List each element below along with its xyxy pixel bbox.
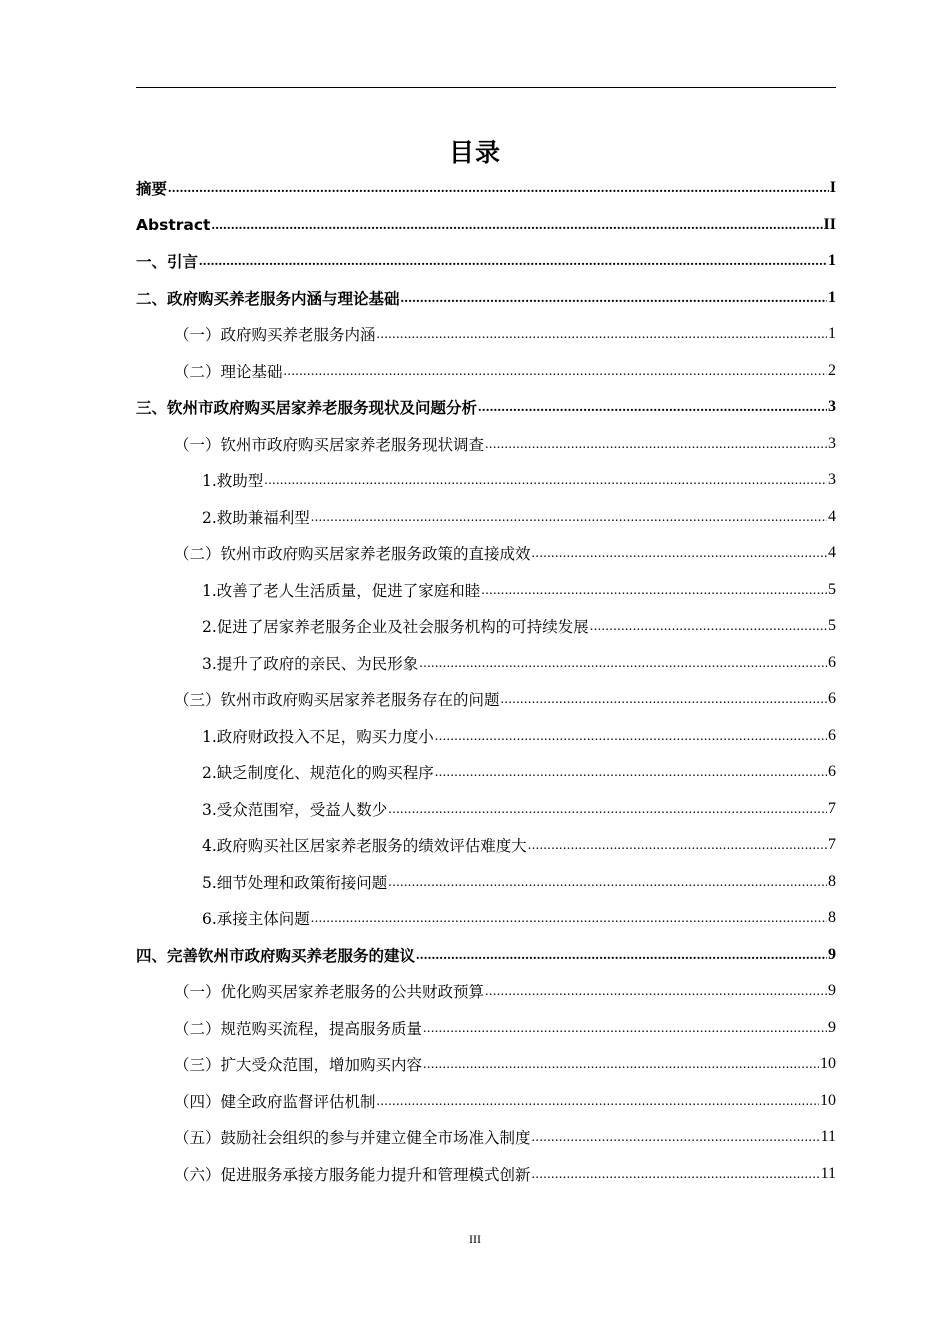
toc-entry-label: （一）政府购买养老服务内涵	[174, 326, 376, 345]
toc-dot-leader	[532, 544, 827, 564]
toc-entry[interactable]	[136, 1156, 836, 1193]
toc-entry-page-number: 4	[828, 544, 836, 562]
toc-entry-page-number: 10	[820, 1091, 836, 1109]
toc-dot-leader	[532, 1128, 820, 1148]
toc-entry-page-number: 6	[828, 690, 836, 708]
toc-entry-label: 3.受众范围窄，受益人数少	[202, 800, 388, 819]
toc-entry-label: Abstract	[136, 215, 211, 234]
toc-dot-leader	[478, 398, 827, 418]
toc-entry-page-number: 10	[820, 1055, 836, 1073]
toc-dot-leader	[388, 800, 827, 820]
toc-dot-leader	[284, 362, 827, 382]
toc-dot-leader	[264, 471, 827, 491]
toc-entry[interactable]	[136, 353, 836, 390]
toc-entry-label: 3.提升了政府的亲民、为民形象	[202, 654, 419, 673]
toc-entry[interactable]	[136, 645, 836, 682]
toc-entry[interactable]	[136, 1083, 836, 1120]
toc-dot-leader	[168, 179, 829, 199]
toc-entry-label: 1.救助型	[202, 472, 264, 491]
toc-entry-label: 6.承接主体问题	[202, 910, 310, 929]
toc-dot-leader	[416, 946, 827, 966]
toc-dot-leader	[501, 690, 827, 710]
toc-entry-page-number: 2	[828, 361, 836, 379]
toc-dot-leader	[481, 581, 827, 601]
toc-entry-label: （五）鼓励社会组织的参与并建立健全市场准入制度	[174, 1129, 531, 1148]
toc-entry-page-number: 5	[828, 617, 836, 635]
toc-entry-page-number: 9	[828, 945, 836, 963]
toc-entry-page-number: 9	[828, 982, 836, 1000]
toc-entry-label: 1.政府财政投入不足，购买力度小	[202, 727, 434, 746]
toc-entry[interactable]	[136, 1010, 836, 1047]
toc-dot-leader	[435, 763, 827, 783]
toc-entry-label: 四、完善钦州市政府购买养老服务的建议	[136, 946, 416, 965]
toc-entry[interactable]	[136, 426, 836, 463]
toc-dot-leader	[435, 727, 827, 747]
toc-entry[interactable]	[136, 791, 836, 828]
toc-entry-label: 2.促进了居家养老服务企业及社会服务机构的可持续发展	[202, 618, 589, 637]
toc-entry-label: （六）促进服务承接方服务能力提升和管理模式创新	[174, 1165, 531, 1184]
toc-entry-page-number: 1	[828, 288, 836, 306]
toc-dot-leader	[590, 617, 827, 637]
toc-entry[interactable]	[136, 280, 836, 317]
toc-entry-page-number: 8	[828, 872, 836, 890]
table-of-contents	[136, 170, 836, 1192]
toc-entry-page-number: I	[829, 179, 836, 197]
toc-entry-label: （四）健全政府监督评估机制	[174, 1092, 376, 1111]
toc-entry-label: 二、政府购买养老服务内涵与理论基础	[136, 289, 400, 308]
toc-entry-page-number: 9	[828, 1018, 836, 1036]
toc-dot-leader	[311, 508, 827, 528]
toc-entry[interactable]	[136, 170, 836, 207]
toc-entry-page-number: 4	[828, 507, 836, 525]
toc-entry[interactable]	[136, 937, 836, 974]
toc-dot-leader	[211, 216, 822, 236]
toc-entry-label: 一、引言	[136, 253, 199, 272]
toc-dot-leader	[199, 252, 827, 272]
toc-entry[interactable]	[136, 316, 836, 353]
toc-entry-label: 5.细节处理和政策衔接问题	[202, 873, 388, 892]
toc-entry-page-number: II	[823, 215, 836, 233]
toc-dot-leader	[423, 1055, 819, 1075]
toc-entry-label: （三）钦州市政府购买居家养老服务存在的问题	[174, 691, 500, 710]
toc-entry[interactable]	[136, 864, 836, 901]
toc-dot-leader	[423, 1019, 827, 1039]
toc-dot-leader	[401, 289, 827, 309]
toc-entry-page-number: 1	[828, 325, 836, 343]
toc-entry[interactable]	[136, 572, 836, 609]
toc-entry-page-number: 7	[828, 836, 836, 854]
toc-entry-page-number: 5	[828, 580, 836, 598]
toc-entry[interactable]	[136, 535, 836, 572]
toc-dot-leader	[528, 836, 827, 856]
toc-entry[interactable]	[136, 207, 836, 244]
toc-entry-label: （一）钦州市政府购买居家养老服务现状调查	[174, 435, 485, 454]
toc-entry[interactable]	[136, 900, 836, 937]
toc-dot-leader	[377, 325, 827, 345]
toc-entry-label: 2.缺乏制度化、规范化的购买程序	[202, 764, 434, 783]
toc-entry-page-number: 3	[828, 471, 836, 489]
toc-entry-page-number: 11	[820, 1128, 836, 1146]
toc-dot-leader	[388, 873, 827, 893]
toc-entry-page-number: 6	[828, 763, 836, 781]
toc-entry-label: 4.政府购买社区居家养老服务的绩效评估难度大	[202, 837, 527, 856]
toc-entry[interactable]	[136, 608, 836, 645]
toc-dot-leader	[485, 435, 827, 455]
toc-title: 目录	[448, 138, 501, 167]
toc-entry[interactable]	[136, 718, 836, 755]
toc-entry-page-number: 11	[820, 1164, 836, 1182]
toc-entry[interactable]	[136, 827, 836, 864]
toc-entry[interactable]	[136, 1119, 836, 1156]
toc-entry[interactable]	[136, 243, 836, 280]
toc-entry-label: 1.改善了老人生活质量，促进了家庭和睦	[202, 581, 481, 600]
toc-entry[interactable]	[136, 681, 836, 718]
footer-page-number: III	[469, 1232, 481, 1246]
toc-entry-page-number: 3	[828, 398, 836, 416]
toc-entry-page-number: 3	[828, 434, 836, 452]
toc-entry[interactable]	[136, 754, 836, 791]
toc-dot-leader	[377, 1092, 819, 1112]
toc-dot-leader	[485, 982, 827, 1002]
toc-entry-label: （三）扩大受众范围，增加购买内容	[174, 1056, 423, 1075]
toc-dot-leader	[532, 1165, 820, 1185]
toc-entry-page-number: 6	[828, 726, 836, 744]
toc-entry-page-number: 6	[828, 653, 836, 671]
toc-entry-label: （二）规范购买流程，提高服务质量	[174, 1019, 423, 1038]
toc-entry[interactable]	[136, 973, 836, 1010]
toc-entry-label: （二）理论基础	[174, 362, 283, 381]
toc-entry-page-number: 1	[828, 252, 836, 270]
toc-entry-label: （二）钦州市政府购买居家养老服务政策的直接成效	[174, 545, 531, 564]
toc-entry-label: （一）优化购买居家养老服务的公共财政预算	[174, 983, 485, 1002]
toc-dot-leader	[311, 909, 827, 929]
toc-entry-page-number: 8	[828, 909, 836, 927]
toc-entry[interactable]	[136, 1046, 836, 1083]
toc-entry-label: 摘要	[136, 180, 168, 199]
toc-entry[interactable]	[136, 389, 836, 426]
toc-entry[interactable]	[136, 499, 836, 536]
toc-dot-leader	[419, 654, 827, 674]
toc-entry[interactable]	[136, 462, 836, 499]
header-rule	[136, 87, 836, 88]
toc-entry-label: 2.救助兼福利型	[202, 508, 310, 527]
toc-entry-label: 三、钦州市政府购买居家养老服务现状及问题分析	[136, 399, 478, 418]
toc-entry-page-number: 7	[828, 799, 836, 817]
